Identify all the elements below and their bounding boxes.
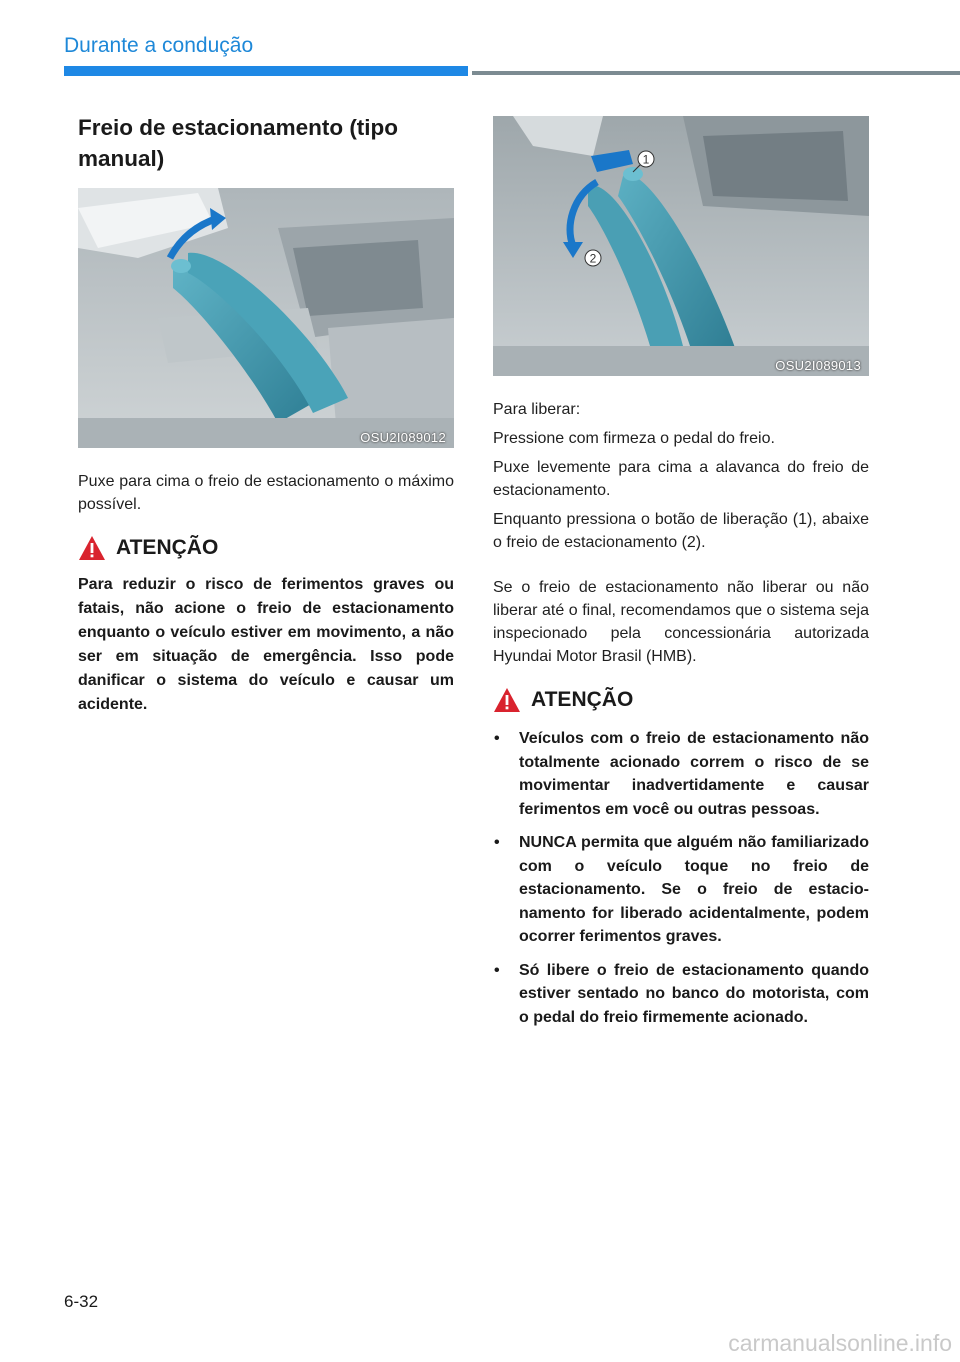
- warning-box: [78, 535, 454, 717]
- parking-brake-release-illustration: [493, 116, 869, 376]
- release-step-3: Enquanto pressiona o botão de liberação (1), abaixe o freio de estacionamento (2).: [493, 511, 869, 551]
- parking-brake-pull-illustration: [78, 188, 454, 448]
- warning-icon: [78, 535, 106, 561]
- callout-2-label: 2: [589, 251, 597, 266]
- warning-heading: [78, 535, 454, 561]
- warning-bullet: • NUNCA permita que alguém não familiarizado com o veículo toque no freio de estacionamento. Se o freio de estacionamento for liberado acidentalmente, podem ocorrer ferimentos graves.: [493, 831, 869, 949]
- figure-lever-release: [493, 116, 869, 376]
- warning-list: [493, 727, 869, 1029]
- warning-icon: [493, 687, 521, 713]
- warning-title: ATENÇÃO: [531, 688, 634, 711]
- figure-lever-pull: [78, 188, 454, 448]
- right-column: [493, 116, 869, 1039]
- release-step-1: Pressione com firmeza o pedal do freio.: [493, 430, 775, 447]
- section-title: Freio de estacionamento (tipo manual): [78, 115, 399, 171]
- warning-bullet: • Veículos com o freio de estacionamento não totalmente acionado correm o risco de se movimentar inadvertidamente e causar ferimentos em você ou outras pessoas.: [493, 727, 869, 821]
- running-header: Durante a condução: [64, 34, 254, 57]
- header-rule-accent: [64, 66, 468, 76]
- figure-code: OSU2I089012: [360, 430, 446, 445]
- warning-box: [493, 687, 869, 1029]
- warning-heading: [493, 687, 869, 713]
- pull-instruction: Puxe para cima o freio de estacionamento o máximo possível.: [78, 473, 454, 513]
- figure-code: OSU2I089013: [775, 358, 861, 373]
- header-rule: [472, 71, 960, 75]
- warning-bullet: • Só libere o freio de estacionamento quando estiver sentado no banco do motorista, com o pedal do freio firmemente acionado.: [493, 959, 869, 1030]
- release-intro: Para liberar:: [493, 401, 581, 418]
- watermark: carmanualsonline.info: [728, 1330, 952, 1356]
- page-number: 6-32: [64, 1292, 99, 1311]
- inspection-note: Se o freio de estacionamento não liberar ou não liberar até o final, recomendamos que o sistema seja inspecionado pela concessionária autorizada Hyundai Motor Brasil (HMB).: [493, 579, 869, 665]
- callout-1-label: 1: [642, 152, 650, 167]
- warning-text: Para reduzir o risco de ferimentos graves ou fatais, não acione o freio de estacionamento enquanto o veículo estiver em movimento, a não ser em situação de emergência. Isso pode danificar o sistema do veículo e causar um acidente.: [78, 576, 454, 713]
- release-step-2: Puxe levemente para cima a alavanca do freio de estacionamento.: [493, 459, 869, 499]
- warning-title: ATENÇÃO: [116, 536, 219, 559]
- left-column: [78, 112, 454, 717]
